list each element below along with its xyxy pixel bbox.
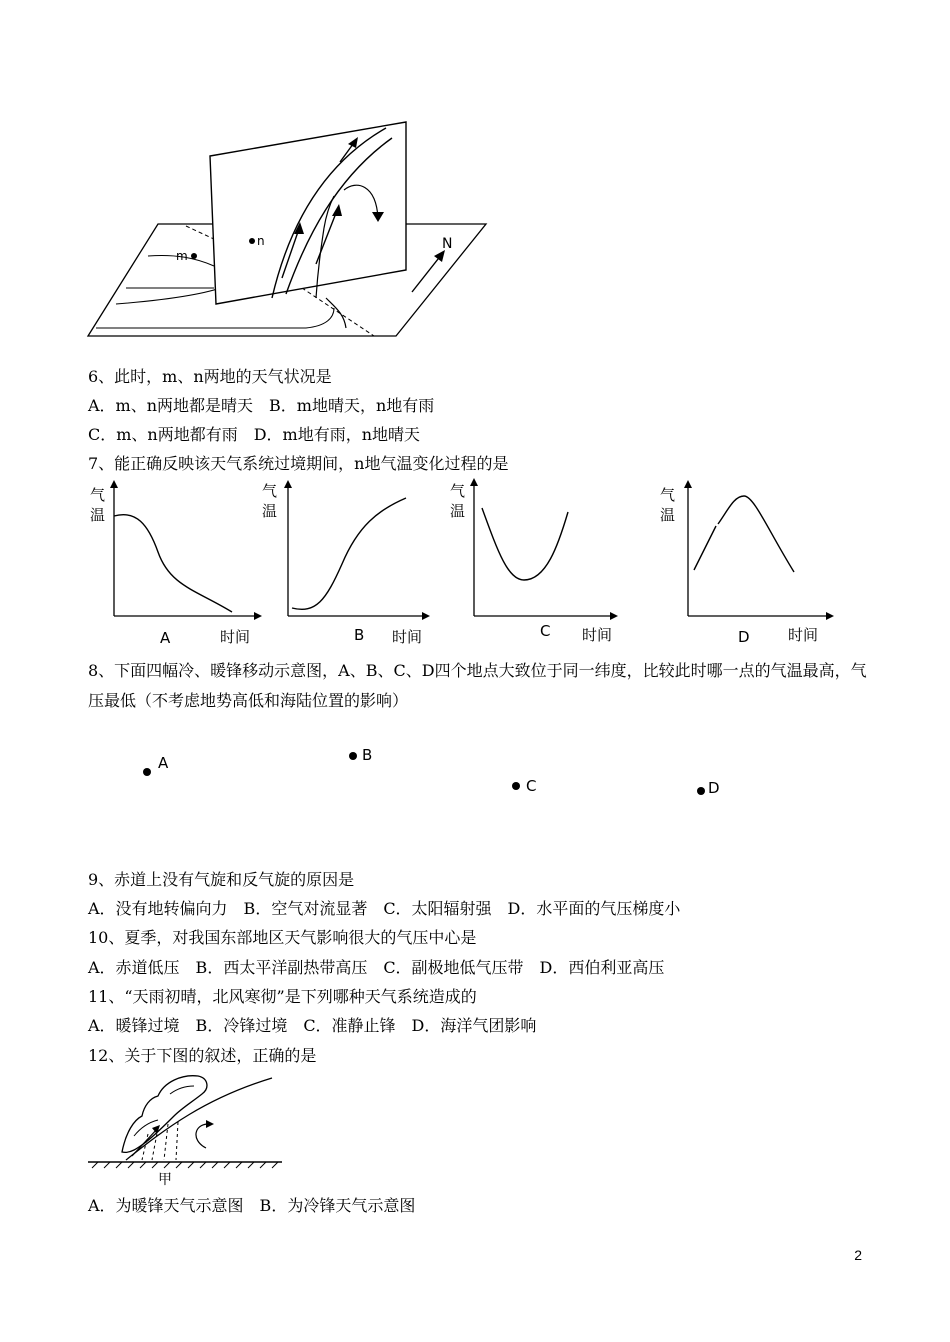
ylabel-b-2: 温 xyxy=(262,502,278,520)
q10-options: A．赤道低压 B．西太平洋副热带高压 C．副极地低气压带 D．西伯利亚高压 xyxy=(88,958,665,977)
ylabel-b-1: 气 xyxy=(262,482,278,500)
ylabel-d-2: 温 xyxy=(660,506,676,524)
q8-stem: 8、下面四幅冷、暖锋移动示意图，A、B、C、D四个地点大致位于同一纬度，比较此时哪一点的气温最高，气压最低（不考虑地势高低和海陆位置的影响） xyxy=(88,661,867,710)
q6-options-ab: A．m、n两地都是晴天 B．m地晴天，n地有雨 xyxy=(88,396,435,415)
point-c-label: C xyxy=(526,777,537,795)
ylabel-c-1: 气 xyxy=(450,482,466,500)
q10-stem: 10、夏季，对我国东部地区天气影响很大的气压中心是 xyxy=(88,928,477,947)
letter-b: B xyxy=(354,626,365,644)
front-diagram xyxy=(86,118,496,343)
point-c-dot xyxy=(512,782,520,790)
point-b-dot xyxy=(349,752,357,760)
ylabel-a-1: 气 xyxy=(90,486,106,504)
point-a-dot xyxy=(143,768,151,776)
letter-a: A xyxy=(160,629,171,647)
curve-b xyxy=(292,498,406,609)
front-cloud-diagram xyxy=(86,1068,286,1188)
q11-stem: 11、“天雨初晴，北风寒彻”是下列哪种天气系统造成的 xyxy=(88,987,477,1006)
q11-options: A．暖锋过境 B．冷锋过境 C．准静止锋 D．海洋气团影响 xyxy=(88,1016,537,1035)
point-b-label: B xyxy=(362,746,373,764)
letter-d: D xyxy=(738,628,750,646)
label-n: n xyxy=(257,234,265,248)
ylabel-c-2: 温 xyxy=(450,502,466,520)
xlabel-a: 时间 xyxy=(220,628,251,646)
curve-c xyxy=(482,508,568,580)
q7-stem: 7、能正确反映该天气系统过境期间，n地气温变化过程的是 xyxy=(88,454,509,473)
xlabel-b: 时间 xyxy=(392,628,423,646)
point-a-label: A xyxy=(158,754,169,772)
q12-stem: 12、关于下图的叙述，正确的是 xyxy=(88,1046,317,1065)
q6-stem: 6、此时，m、n两地的天气状况是 xyxy=(88,367,332,386)
curve-a xyxy=(114,515,232,612)
ylabel-a-2: 温 xyxy=(90,506,106,524)
xlabel-d: 时间 xyxy=(788,626,819,644)
page-number: 2 xyxy=(854,1247,862,1263)
q9-stem: 9、赤道上没有气旋和反气旋的原因是 xyxy=(88,870,355,889)
label-N: N xyxy=(442,236,453,252)
temp-chart-a xyxy=(86,480,266,650)
q12-options: A．为暖锋天气示意图 B．为冷锋天气示意图 xyxy=(88,1196,416,1215)
temp-chart-b xyxy=(258,480,438,650)
point-d-dot xyxy=(697,787,705,795)
xlabel-c: 时间 xyxy=(582,626,613,644)
curve-d xyxy=(694,496,794,572)
q9-options: A．没有地转偏向力 B．空气对流显著 C．太阳辐射强 D．水平面的气压梯度小 xyxy=(88,899,681,918)
letter-c: C xyxy=(540,622,551,640)
ylabel-d-1: 气 xyxy=(660,486,676,504)
q6-options-cd: C．m、n两地都有雨 D．m地有雨，n地晴天 xyxy=(88,425,421,444)
label-m: m xyxy=(176,249,188,263)
temp-chart-d xyxy=(658,480,848,650)
temp-chart-c xyxy=(448,478,628,648)
figure-label-jia: 甲 xyxy=(158,1172,172,1188)
point-d-label: D xyxy=(708,779,720,797)
